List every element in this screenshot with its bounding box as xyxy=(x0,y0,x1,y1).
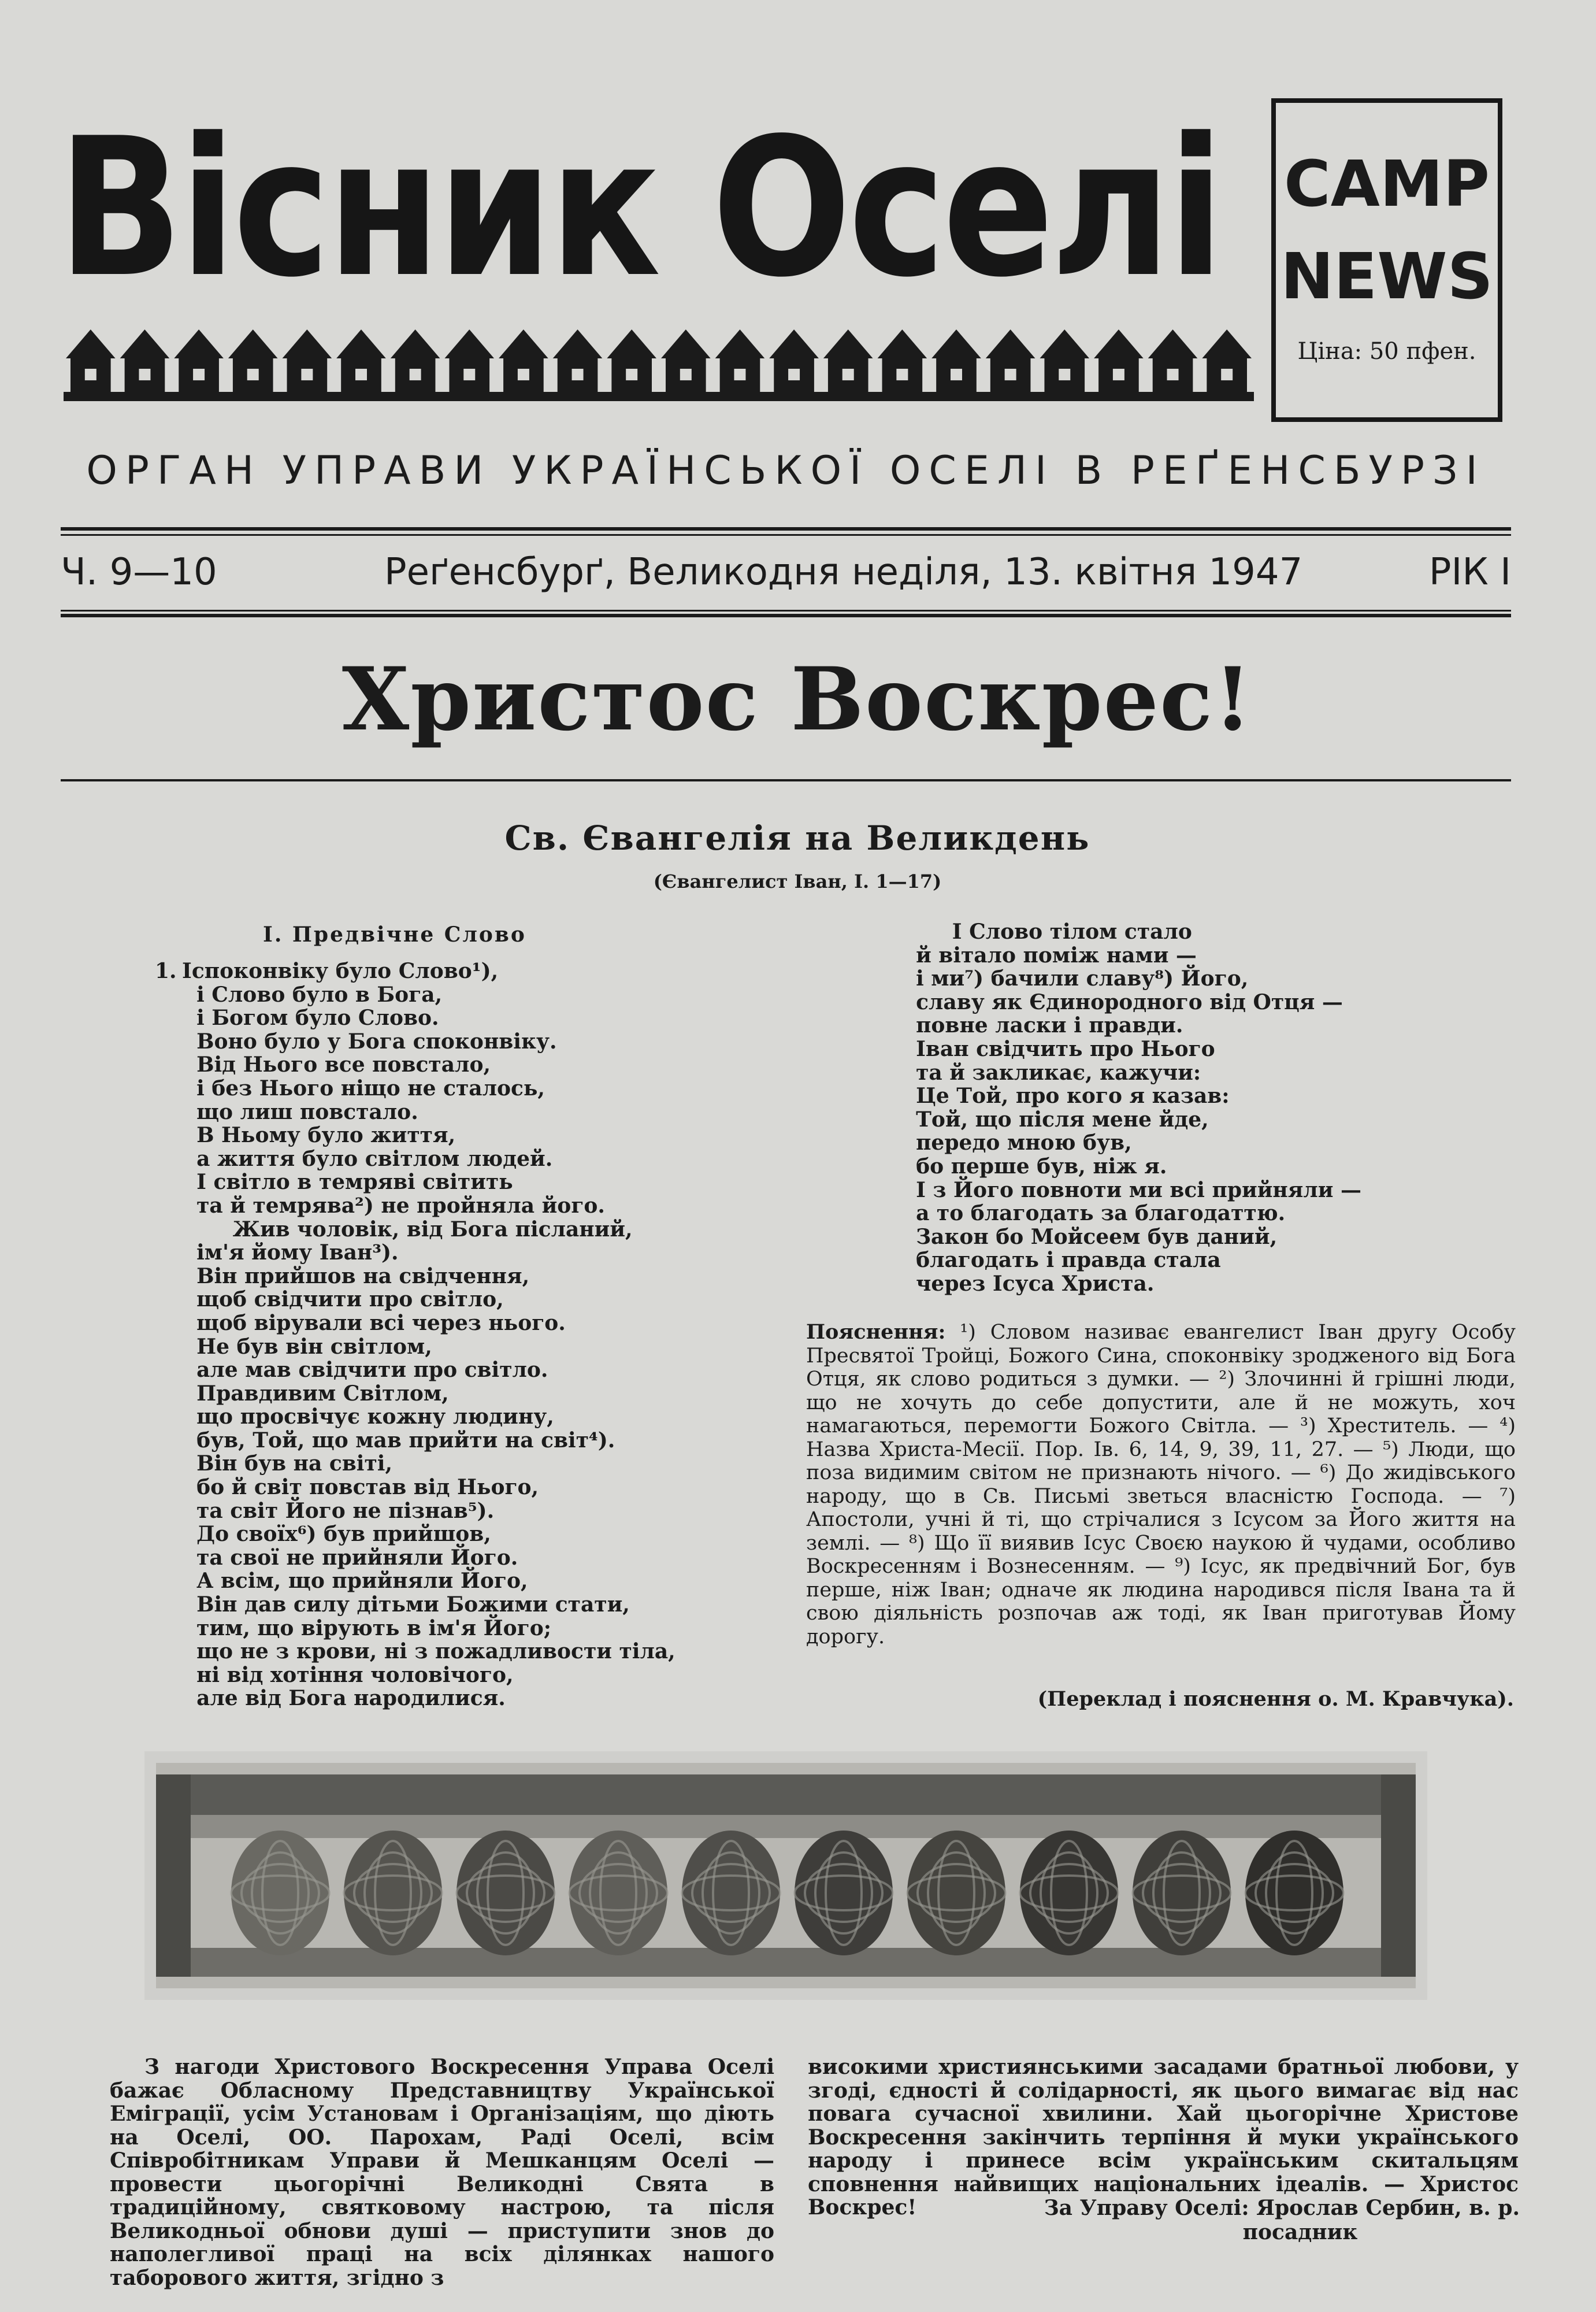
greeting-left: З нагоди Христового Воскресення Управа Оселі бажає Обласному Представництву Української Еміграції, усім Установам і Організаціям, що діють на Оселі, ОО. Парохам, Раді Оселі, всім Співробітникам Управи й Мешканцям Оселі — провести цьогорічні Великодні Свята в традиційному, святковому настрою, та після Великодньої обнови душі — приступити знов до наполегливої праці на всіх ділянках нашого таборового життя, згідно з xyxy=(110,2055,774,2290)
house-icon xyxy=(1202,329,1252,393)
verse-line: Воно було у Бога споконвіку. xyxy=(182,1029,557,1054)
masthead-title: Вісник Оселі xyxy=(58,97,1222,319)
verse-line: що лиш повстало. xyxy=(182,1099,418,1124)
verse-line: через Ісуса Христа. xyxy=(901,1271,1155,1296)
house-icon xyxy=(1094,329,1144,393)
house-icon xyxy=(931,329,981,393)
verse-left-column xyxy=(182,959,760,1710)
verse-line: І з Його повноти ми всі прийняли — xyxy=(901,1177,1361,1202)
verse-line: та й темрява²) не пройняла його. xyxy=(182,1193,605,1218)
pysanka-icon xyxy=(1133,1831,1231,1955)
house-icon xyxy=(66,329,116,393)
explanation-notes xyxy=(806,1321,1516,1648)
notes-label: Пояснення: xyxy=(806,1320,946,1344)
house-icon xyxy=(391,329,440,393)
bottom-rule-1 xyxy=(61,610,1511,612)
verse-line: Жив чоловік, від Бога післаний, xyxy=(182,1217,633,1242)
house-icon xyxy=(715,329,765,393)
house-icon xyxy=(120,329,170,393)
headline-rule xyxy=(61,779,1511,781)
verse-line: До своїх⁶) був прийшов, xyxy=(182,1522,491,1547)
news-label: NEWS xyxy=(1280,239,1493,313)
verse-line: Він прийшов на свідчення, xyxy=(182,1264,530,1288)
verse-line: але від Бога народилися. xyxy=(182,1686,506,1711)
verse-line: І світло в темряві світить xyxy=(182,1170,513,1195)
signature-line: За Управу Оселі: Ярослав Сербин, в. р. xyxy=(1044,2196,1520,2220)
verse-line: А всім, що прийняли Його, xyxy=(182,1569,528,1594)
verse-line: передо мною був, xyxy=(901,1131,1132,1155)
pysanka-icon xyxy=(907,1831,1005,1955)
verse-line: і Слово було в Бога, xyxy=(182,982,443,1007)
verse-line: і Богом було Слово. xyxy=(182,1006,439,1031)
signature-title: посадник xyxy=(1242,2220,1358,2244)
camp-label: CAMP xyxy=(1284,147,1490,221)
verse-line: був, Той, що мав прийти на світ⁴). xyxy=(182,1428,615,1453)
camp-news-box xyxy=(1271,98,1502,422)
house-icon xyxy=(174,329,224,393)
house-icon xyxy=(336,329,386,393)
pysanka-icon xyxy=(569,1831,667,1955)
house-icon xyxy=(1040,329,1089,393)
verse-line: а життя було світлом людей. xyxy=(182,1146,553,1171)
headline: Христос Воскрес! xyxy=(342,649,1253,750)
verse-line: бо й світ повстав від Нього, xyxy=(182,1475,539,1500)
verse-line: Той, що після мене йде, xyxy=(901,1107,1209,1132)
verse-line: й вітало поміж нами — xyxy=(901,943,1197,968)
house-icon xyxy=(986,329,1035,393)
house-icon xyxy=(444,329,494,393)
house-icon xyxy=(769,329,819,393)
verse-line: щоб свідчити про світло, xyxy=(182,1287,504,1312)
verse-line: щоб вірували всі через нього. xyxy=(182,1310,566,1335)
verse-line: Закон бо Мойсеем був даний, xyxy=(901,1224,1278,1249)
issue-number: Ч. 9—10 xyxy=(61,551,217,594)
verse-line: що не з крови, ні з пожадливости тіла, xyxy=(182,1639,675,1664)
issue-place-date: Реґенсбурґ, Великодня неділя, 13. квітня 1947 xyxy=(384,551,1303,594)
issue-row xyxy=(61,540,1511,604)
pysanka-icon xyxy=(456,1831,555,1955)
verse-line: Іван свідчить про Нього xyxy=(901,1036,1215,1061)
house-icon xyxy=(553,329,603,393)
verse-line: та й закликає, кажучи: xyxy=(901,1060,1201,1085)
house-icon xyxy=(228,329,278,393)
verse-number: 1. xyxy=(155,959,177,983)
pysanka-icon xyxy=(682,1831,780,1955)
house-icon xyxy=(1148,329,1198,393)
house-icon xyxy=(878,329,927,393)
verse-line: та світ Його не пізнав⁵). xyxy=(182,1498,495,1523)
verse-line: Він був на світі, xyxy=(182,1451,392,1476)
gospel-source: (Євангелист Іван, І. 1—17) xyxy=(653,870,942,892)
notes-text: ¹) Словом називає евангелист Іван другу Особу Пресвятої Тройці, Божого Сина, споконвіку зродженого від Бога Отця, як слово родиться з думки. — ²) Злочинні й грішні люди, що не хочуть до себе допустити, але й не можуть, хоч намагаються, перемогти Божого Світла. — ³) Хреститель. — ⁴) Назва Христа-Месії. Пор. Ів. 6, 14, 9, 39, 11, 27. — ⁵) Люди, що поза видимим світом не признають нічого. — ⁶) До жидівського народу, що в Св. Письмі зветься власністю Господа. — ⁷) Апостоли, учні й ті, що стрічалися з Ісусом за Його життя на землі. — ⁸) Що її виявив Ісус Своєю наукою й чудами, особливо Воскресенням і Вознесенням. — ⁹) Ісус, як предвічний Бог, був перше, ніж Іван; одначе як людина народився після Івана та й свою діяльність розпочав аж тоді, як Іван приготував Йому дорогу. xyxy=(806,1321,1516,1648)
pysanka-icon xyxy=(344,1831,442,1955)
house-icon xyxy=(607,329,656,393)
translation-credit: (Переклад і пояснення о. М. Кравчука). xyxy=(1037,1687,1514,1711)
verse-right-column xyxy=(901,920,1508,1296)
verse-line: благодать і правда стала xyxy=(901,1248,1221,1273)
masthead-subtitle: ОРГАН УПРАВИ УКРАЇНСЬКОЇ ОСЕЛІ В РЕҐЕНСБУРЗІ xyxy=(86,448,1486,494)
verse-line: Він дав силу дітьми Божими стати, xyxy=(182,1592,630,1617)
part-heading: І. Предвічне Слово xyxy=(263,922,526,947)
price-label: Ціна: 50 пфен. xyxy=(1297,338,1476,365)
verse-line: і без Нього ніщо не сталось, xyxy=(182,1076,545,1101)
house-icon xyxy=(661,329,711,393)
verse-line: а то благодать за благодаттю. xyxy=(901,1201,1286,1226)
verse-line: і ми⁷) бачили славу⁸) Його, xyxy=(901,966,1249,991)
verse-line: що просвічує кожну людину, xyxy=(182,1405,554,1429)
top-rule-2 xyxy=(61,534,1511,536)
verse-line: Правдивим Світлом, xyxy=(182,1381,449,1406)
verse-line: Від Нього все повстало, xyxy=(182,1053,491,1077)
verse-line: але мав свідчити про світло. xyxy=(182,1358,548,1383)
verse-line: тим, що вірують в ім'я Його; xyxy=(182,1616,552,1640)
house-icon xyxy=(283,329,332,393)
issue-year: РІК І xyxy=(1428,551,1511,594)
verse-line: ім'я йому Іван³). xyxy=(182,1240,399,1265)
verse-line: Це Той, про кого я казав: xyxy=(901,1084,1230,1109)
verse-line: В Ньому було життя, xyxy=(182,1123,456,1148)
bottom-rule-2 xyxy=(61,614,1511,617)
verse-line: Іспоконвіку було Слово¹), xyxy=(182,959,499,983)
pysanka-icon xyxy=(231,1831,329,1955)
top-rule-1 xyxy=(61,527,1511,531)
pysanka-icon xyxy=(795,1831,893,1955)
house-icon xyxy=(823,329,873,393)
verse-line: ні від хотіння чоловічого, xyxy=(182,1662,514,1687)
gospel-title: Св. Євангелія на Великдень xyxy=(504,818,1090,858)
easter-eggs-photo xyxy=(144,1751,1427,2000)
house-icon xyxy=(499,329,548,393)
verse-line: Не був він світлом, xyxy=(182,1334,432,1359)
pysanka-icon xyxy=(1020,1831,1118,1955)
houses-row-icon xyxy=(64,324,1254,410)
verse-line: І Слово тілом стало xyxy=(901,920,1192,944)
verse-line: повне ласки і правди. xyxy=(901,1013,1183,1038)
pysanka-icon xyxy=(1245,1831,1343,1955)
verse-line: та свої не прийняли Його. xyxy=(182,1545,518,1570)
verse-line: бо перше був, ніж я. xyxy=(901,1154,1167,1179)
verse-line: славу як Єдинородного від Отця — xyxy=(901,990,1343,1014)
greeting-right: високими християнськими засадами братньої любови, у згоді, єдності й солідарності, як цього вимагає від нас повага сучасної хвилини. Хай цьогорічне Христове Воскресення закінчить терпіння й муки українського народу і принесе всім українським скитальцям сповнення найвищих національних ідеалів. — Христос Воскрес! xyxy=(808,2055,1519,2220)
